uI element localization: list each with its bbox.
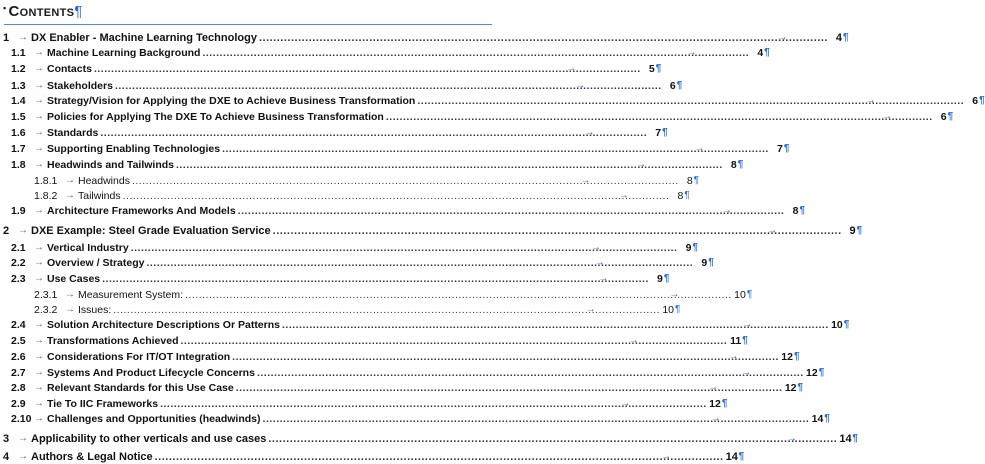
toc-entry-page: 10 <box>734 288 746 301</box>
toc-entry-number: 1.4 <box>11 94 26 107</box>
toc-entry-number: 1.3 <box>11 79 26 92</box>
tab-mark-icon: ..... → <box>620 397 631 409</box>
toc-entry-title[interactable]: Architecture Frameworks And Models <box>47 204 236 217</box>
toc-entry[interactable] <box>11 141 790 156</box>
pilcrow-icon: ¶ <box>783 143 790 154</box>
toc-entry-title[interactable]: Relevant Standards for this Use Case <box>47 381 234 394</box>
toc-entry-title[interactable]: Headwinds <box>78 174 130 187</box>
dot-leader <box>238 205 785 217</box>
toc-entry[interactable] <box>11 317 850 332</box>
dot-leader <box>257 367 804 379</box>
toc-entry-title[interactable]: Use Cases <box>47 272 101 285</box>
tab-mark-icon: ..... → <box>590 241 602 253</box>
toc-entry-number: 2.3 <box>11 272 26 285</box>
toc-entry[interactable] <box>11 109 954 124</box>
tab-arrow-icon: → <box>65 190 75 201</box>
toc-entry[interactable] <box>11 93 985 108</box>
toc-entry-number: 2.3.1 <box>34 288 58 301</box>
tab-arrow-icon: → <box>34 63 44 74</box>
toc-entry-page: 7 <box>776 142 783 155</box>
tab-mark-icon: ..... → <box>661 450 672 462</box>
tab-arrow-icon: → <box>34 127 44 138</box>
toc-entry-page: 9 <box>657 272 663 285</box>
dot-leader <box>185 289 732 301</box>
toc-entry-title[interactable]: Applicability to other verticals and use cases <box>31 432 267 445</box>
toc-entry[interactable] <box>3 449 745 464</box>
pilcrow-icon: ¶ <box>818 367 825 378</box>
tab-arrow-icon: → <box>34 159 44 170</box>
toc-entry-page: 7 <box>655 126 662 139</box>
tab-mark-icon: ..... → <box>618 189 630 201</box>
dot-leader <box>259 32 828 44</box>
toc-entry-number: 1.5 <box>11 110 26 123</box>
toc-entry-title[interactable]: Issues: <box>78 303 112 316</box>
tab-arrow-icon: → <box>18 225 28 236</box>
toc-entry-title[interactable]: Strategy/Vision for Applying the DXE to Achieve Business Transformation <box>47 94 416 107</box>
pilcrow-icon: ¶ <box>947 111 954 122</box>
toc-entry-page: 4 <box>757 46 764 59</box>
pilcrow-icon: ¶ <box>746 289 753 300</box>
pilcrow-icon: ¶ <box>663 273 670 284</box>
pilcrow-icon: ¶ <box>979 95 985 106</box>
tab-mark-icon: ..... → <box>585 303 597 315</box>
toc-entry-title[interactable]: Supporting Enabling Technologies <box>47 142 221 155</box>
toc-entry-page: 10 <box>662 303 675 316</box>
toc-entry-number: 2.9 <box>11 397 26 410</box>
pilcrow-icon: ¶ <box>824 413 830 424</box>
dot-leader <box>263 413 810 425</box>
pilcrow-icon: ¶ <box>676 80 683 91</box>
tab-mark-icon: ..... → <box>742 318 753 330</box>
toc-entry-page: 8 <box>792 204 799 217</box>
pilcrow-icon: ¶ <box>764 47 770 58</box>
toc-entry-page: 10 <box>831 318 843 331</box>
toc-entry-page: 6 <box>940 110 947 123</box>
dot-leader <box>123 190 670 202</box>
dot-leader <box>102 273 649 285</box>
tab-arrow-icon: → <box>65 304 75 315</box>
toc-entry-title[interactable]: Overview / Strategy <box>47 256 145 269</box>
toc-entry[interactable] <box>11 61 662 76</box>
pilcrow-icon: ¶ <box>793 351 800 362</box>
toc-entry-page: 8 <box>677 189 684 202</box>
dot-leader <box>273 225 842 237</box>
pilcrow-icon: ¶ <box>742 335 748 346</box>
toc-entry-page: 6 <box>669 79 676 92</box>
pilcrow-icon: ¶ <box>842 32 849 43</box>
tab-mark-icon: ..... → <box>580 174 591 186</box>
toc-entry[interactable] <box>3 30 849 45</box>
tab-mark-icon: ..... → <box>669 288 680 300</box>
dot-leader <box>222 143 769 155</box>
tab-arrow-icon: → <box>34 382 44 393</box>
tab-arrow-icon: → <box>34 111 44 122</box>
tab-mark-icon: ..... → <box>598 272 609 284</box>
pilcrow-icon: ¶ <box>856 225 863 236</box>
toc-entry[interactable] <box>11 349 800 364</box>
tab-arrow-icon: → <box>65 289 75 300</box>
heading-rule <box>4 24 492 25</box>
pilcrow-icon: ¶ <box>684 190 690 201</box>
toc-entry-title[interactable]: Contacts <box>47 62 92 75</box>
toc-entry-number: 1.8.2 <box>34 189 58 202</box>
tab-mark-icon: ..... → <box>777 31 788 43</box>
tab-arrow-icon: → <box>34 367 44 378</box>
toc-entry-number: 2 <box>3 224 10 237</box>
tab-arrow-icon: → <box>34 413 44 424</box>
tab-mark-icon: ..... → <box>728 350 739 362</box>
toc-entry[interactable] <box>11 365 825 380</box>
toc-entry-number: 4 <box>3 450 10 463</box>
tab-mark-icon: ..... → <box>721 204 733 216</box>
pilcrow-icon: ¶ <box>799 205 805 216</box>
tab-arrow-icon: → <box>34 205 44 216</box>
pilcrow-icon: ¶ <box>692 242 699 253</box>
toc-entry-title[interactable]: Machine Learning Background <box>47 46 201 59</box>
toc-entry[interactable] <box>11 157 744 172</box>
tab-mark-icon: ..... → <box>686 46 698 58</box>
toc-entry-number: 1.8 <box>11 158 26 171</box>
dot-leader <box>282 319 829 331</box>
dot-leader <box>232 351 779 363</box>
pilcrow-icon: ¶ <box>655 63 662 74</box>
toc-entry-title[interactable]: Challenges and Opportunities (headwinds) <box>47 412 261 425</box>
toc-entry-title[interactable]: Vertical Industry <box>47 241 129 254</box>
toc-entry-page: 12 <box>781 350 793 363</box>
toc-entry[interactable] <box>34 188 690 203</box>
toc-entry[interactable] <box>11 45 770 60</box>
toc-entry-title[interactable]: Solution Architecture Descriptions Or Patterns <box>47 318 280 331</box>
dot-leader <box>176 159 723 171</box>
tab-mark-icon: ..... → <box>694 142 705 154</box>
toc-entry-number: 1.1 <box>11 46 26 59</box>
tab-mark-icon: ..... → <box>628 334 640 346</box>
toc-entry[interactable] <box>11 78 683 93</box>
tab-mark-icon: ..... → <box>575 79 586 91</box>
pilcrow-icon: ¶ <box>738 451 745 462</box>
pilcrow-icon: ¶ <box>852 433 858 444</box>
toc-entry-number: 1.7 <box>11 142 26 155</box>
toc-entry-title[interactable]: DXE Example: Steel Grade Evaluation Service <box>31 224 271 237</box>
tab-mark-icon: ..... → <box>741 366 752 378</box>
dot-leader <box>146 257 693 269</box>
pilcrow-icon: ¶ <box>737 159 744 170</box>
dot-leader <box>180 335 727 347</box>
toc-entry-page: 8 <box>730 158 737 171</box>
tab-mark-icon: ..... → <box>708 381 719 393</box>
tab-arrow-icon: → <box>18 433 28 444</box>
toc-entry-page: 6 <box>972 94 979 107</box>
dot-leader <box>94 63 641 75</box>
toc-entry[interactable] <box>11 411 830 426</box>
toc-entry-number: 1.2 <box>11 62 26 75</box>
dot-leader <box>236 382 783 394</box>
pilcrow-icon: ¶ <box>693 175 700 186</box>
tab-mark-icon: ..... → <box>865 94 877 106</box>
dot-leader <box>386 111 933 123</box>
dot-leader <box>268 433 837 445</box>
heading-title: Contents <box>8 3 75 20</box>
toc-entry-page: 14 <box>725 450 738 463</box>
toc-entry[interactable] <box>11 380 804 395</box>
tab-mark-icon: ..... → <box>710 412 722 424</box>
toc-entry[interactable] <box>34 287 753 302</box>
tab-arrow-icon: → <box>34 273 44 284</box>
tab-arrow-icon: → <box>34 95 44 106</box>
toc-entry-page: 8 <box>686 174 693 187</box>
toc-entry[interactable] <box>34 302 681 317</box>
toc-entry[interactable] <box>3 223 863 238</box>
pilcrow-icon: ¶ <box>843 319 850 330</box>
toc-entry[interactable] <box>34 173 700 188</box>
tab-mark-icon: ..... → <box>636 158 647 170</box>
pilcrow-icon: ¶ <box>797 382 804 393</box>
toc-entry-title[interactable]: Tailwinds <box>78 189 121 202</box>
toc-entry-page: 12 <box>784 381 797 394</box>
toc-entry-page: 14 <box>811 412 824 425</box>
toc-entry[interactable] <box>11 240 699 255</box>
toc-entry-title[interactable]: Policies for Applying The DXE To Achieve Business Transformation <box>47 110 384 123</box>
toc-entry-number: 2.2 <box>11 256 26 269</box>
tab-mark-icon: ..... → <box>594 256 606 268</box>
toc-entry-title[interactable]: Transformations Achieved <box>47 334 179 347</box>
dot-leader <box>100 127 647 139</box>
tab-arrow-icon: → <box>65 175 75 186</box>
tab-arrow-icon: → <box>18 32 28 43</box>
toc-entry-page: 5 <box>648 62 655 75</box>
tab-arrow-icon: → <box>34 257 44 268</box>
tab-mark-icon: ..... → <box>767 224 778 236</box>
toc-entry[interactable] <box>11 396 728 411</box>
toc-entry-page: 9 <box>685 241 692 254</box>
toc-entry-title[interactable]: Measurement System: <box>78 288 184 301</box>
heading-bullet: ▪ <box>3 3 7 13</box>
toc-entry-title[interactable]: Considerations For IT/OT Integration <box>47 350 231 363</box>
toc-entry[interactable] <box>11 203 805 218</box>
toc-entry-title[interactable]: Systems And Product Lifecycle Concerns <box>47 366 255 379</box>
toc-entry-number: 2.10 <box>11 412 32 425</box>
toc-entry-number: 2.5 <box>11 334 26 347</box>
toc-entry-number: 3 <box>3 432 10 445</box>
pilcrow-icon: ¶ <box>675 304 681 315</box>
dot-leader <box>132 175 679 187</box>
toc-entry-page: 12 <box>806 366 818 379</box>
dot-leader <box>417 95 964 107</box>
dot-leader <box>202 47 749 59</box>
toc-entry-page: 14 <box>839 432 852 445</box>
toc-entry[interactable] <box>11 255 714 270</box>
toc-entry-page: 9 <box>849 224 856 237</box>
toc-entry-title[interactable]: Standards <box>47 126 99 139</box>
tab-mark-icon: ..... → <box>786 432 798 444</box>
tab-mark-icon: ..... → <box>882 110 893 122</box>
toc-heading <box>3 3 83 20</box>
toc-entry-page: 9 <box>701 256 708 269</box>
toc-entry[interactable] <box>11 271 670 286</box>
dot-leader <box>113 304 660 316</box>
tab-arrow-icon: → <box>34 319 44 330</box>
toc-entry-title[interactable]: Headwinds and Tailwinds <box>47 158 174 171</box>
toc-entry-number: 2.8 <box>11 381 26 394</box>
toc-entry-page: 4 <box>835 31 842 44</box>
tab-arrow-icon: → <box>34 80 44 91</box>
toc-entry-title[interactable]: Authors & Legal Notice <box>31 450 153 463</box>
tab-arrow-icon: → <box>34 242 44 253</box>
dot-leader <box>115 80 662 92</box>
tab-mark-icon: ..... → <box>584 126 596 138</box>
toc-entry[interactable] <box>3 431 858 446</box>
toc-entry-number: 1.8.1 <box>34 174 58 187</box>
toc-entry[interactable] <box>11 125 668 140</box>
tab-mark-icon: ..... → <box>566 62 577 74</box>
toc-entry-title[interactable]: DX Enabler - Machine Learning Technology <box>31 31 257 44</box>
tab-arrow-icon: → <box>34 47 44 58</box>
pilcrow-icon: ¶ <box>74 3 83 20</box>
toc-entry-page: 12 <box>709 397 721 410</box>
dot-leader <box>131 242 678 254</box>
pilcrow-icon: ¶ <box>708 257 714 268</box>
toc-entry[interactable] <box>11 333 748 348</box>
tab-arrow-icon: → <box>34 143 44 154</box>
toc-entry-number: 2.4 <box>11 318 26 331</box>
toc-entry-number: 2.1 <box>11 241 26 254</box>
pilcrow-icon: ¶ <box>662 127 668 138</box>
toc-entry-title[interactable]: Tie To IIC Frameworks <box>47 397 159 410</box>
toc-entry-number: 1.9 <box>11 204 26 217</box>
dot-leader <box>155 451 724 463</box>
tab-arrow-icon: → <box>34 335 44 346</box>
pilcrow-icon: ¶ <box>721 398 728 409</box>
toc-entry-title[interactable]: Stakeholders <box>47 79 113 92</box>
dot-leader <box>160 398 707 410</box>
tab-arrow-icon: → <box>18 451 28 462</box>
toc-entry-number: 2.6 <box>11 350 26 363</box>
toc-entry-number: 2.3.2 <box>34 303 58 316</box>
toc-entry-page: 11 <box>730 334 742 347</box>
toc-entry-number: 1.6 <box>11 126 26 139</box>
tab-arrow-icon: → <box>34 351 44 362</box>
tab-arrow-icon: → <box>34 398 44 409</box>
toc-entry-number: 1 <box>3 31 10 44</box>
toc-entry-number: 2.7 <box>11 366 26 379</box>
